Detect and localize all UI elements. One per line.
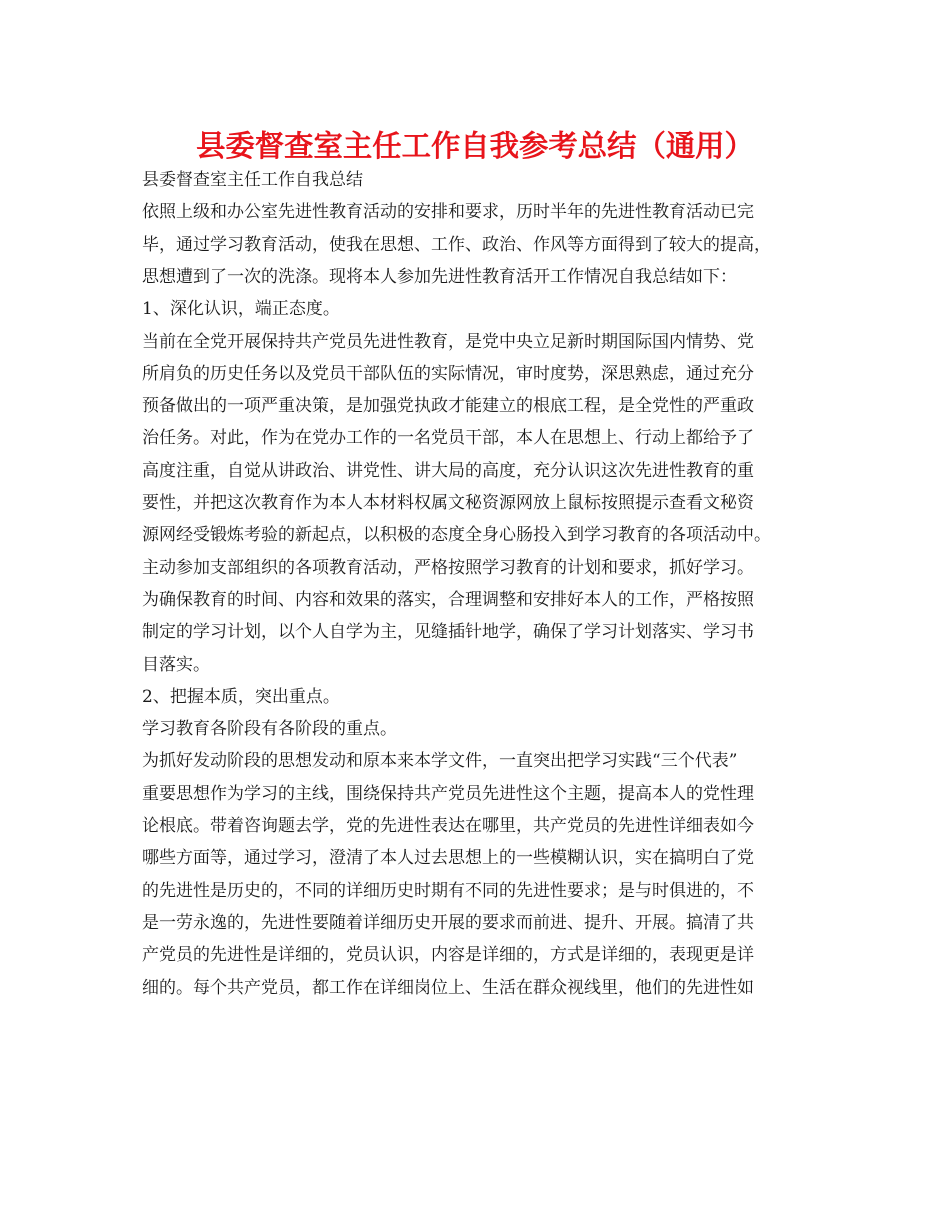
body-line: 的先进性是历史的，不同的详细历史时期有不同的先进性要求；是与时俱进的，不 xyxy=(142,880,754,901)
body-line: 县委督查室主任工作自我总结 xyxy=(142,170,363,190)
body-line: 制定的学习计划，以个人自学为主，见缝插针地学，确保了学习计划落实、学习书 xyxy=(142,622,754,643)
body-line: 治任务。对此，作为在党办工作的一名党员干部，本人在思想上、行动上都给予了 xyxy=(142,428,754,449)
body-line: 预备做出的一项严重决策，是加强党执政才能建立的根底工程，是全党性的严重政 xyxy=(142,396,754,417)
body-line: 思想遭到了一次的洗涤。现将本人参加先进性教育活开工作情况自我总结如下： xyxy=(142,266,737,287)
body-line: 哪些方面等，通过学习，澄清了本人过去思想上的一些模糊认识，实在搞明白了党 xyxy=(142,848,754,869)
body-line: 产党员的先进性是详细的，党员认识，内容是详细的，方式是详细的，表现更是详 xyxy=(142,945,754,966)
body-line: 2、把握本质，突出重点。 xyxy=(142,686,340,707)
body-line: 重要思想作为学习的主线，围绕保持共产党员先进性这个主题，提高本人的党性理 xyxy=(142,783,754,804)
body-line: 当前在全党开展保持共产党员先进性教育，是党中央立足新时期国际国内情势、党 xyxy=(142,331,754,352)
body-line: 毕，通过学习教育活动，使我在思想、工作、政治、作风等方面得到了较大的提高， xyxy=(142,234,771,255)
document-title: 县委督查室主任工作自我参考总结（通用） xyxy=(196,129,754,163)
body-line: 为确保教育的时间、内容和效果的落实，合理调整和安排好本人的工作，严格按照 xyxy=(142,589,754,610)
body-line: 为抓好发动阶段的思想发动和原本来本学文件，一直突出把学习实践“三个代表” xyxy=(142,751,738,772)
body-line: 目落实。 xyxy=(142,654,210,675)
body-line: 依照上级和办公室先进性教育活动的安排和要求，历时半年的先进性教育活动已完 xyxy=(142,202,754,223)
body-line: 学习教育各阶段有各阶段的重点。 xyxy=(142,719,397,740)
body-line: 源网经受锻炼考验的新起点，以积极的态度全身心肠投入到学习教育的各项活动中。 xyxy=(142,525,771,546)
body-line: 论根底。带着咨询题去学，党的先进性表达在哪里，共产党员的先进性详细表如今 xyxy=(142,816,754,836)
body-line: 细的。每个共产党员，都工作在详细岗位上、生活在群众视线里，他们的先进性如 xyxy=(142,977,754,998)
body-line: 要性，并把这次教育作为本人本材料权属文秘资源网放上鼠标按照提示查看文秘资 xyxy=(142,493,754,513)
body-line: 主动参加支部组织的各项教育活动，严格按照学习教育的计划和要求，抓好学习。 xyxy=(142,557,754,578)
body-line: 是一劳永逸的，先进性要随着详细历史开展的要求而前进、提升、开展。搞清了共 xyxy=(142,912,754,933)
body-line: 所肩负的历史任务以及党员干部队伍的实际情况，审时度势，深思熟虑，通过充分 xyxy=(142,363,754,384)
body-line: 高度注重，自觉从讲政治、讲党性、讲大局的高度，充分认识这次先进性教育的重 xyxy=(142,460,754,481)
body-line: 1、深化认识，端正态度。 xyxy=(142,299,340,320)
